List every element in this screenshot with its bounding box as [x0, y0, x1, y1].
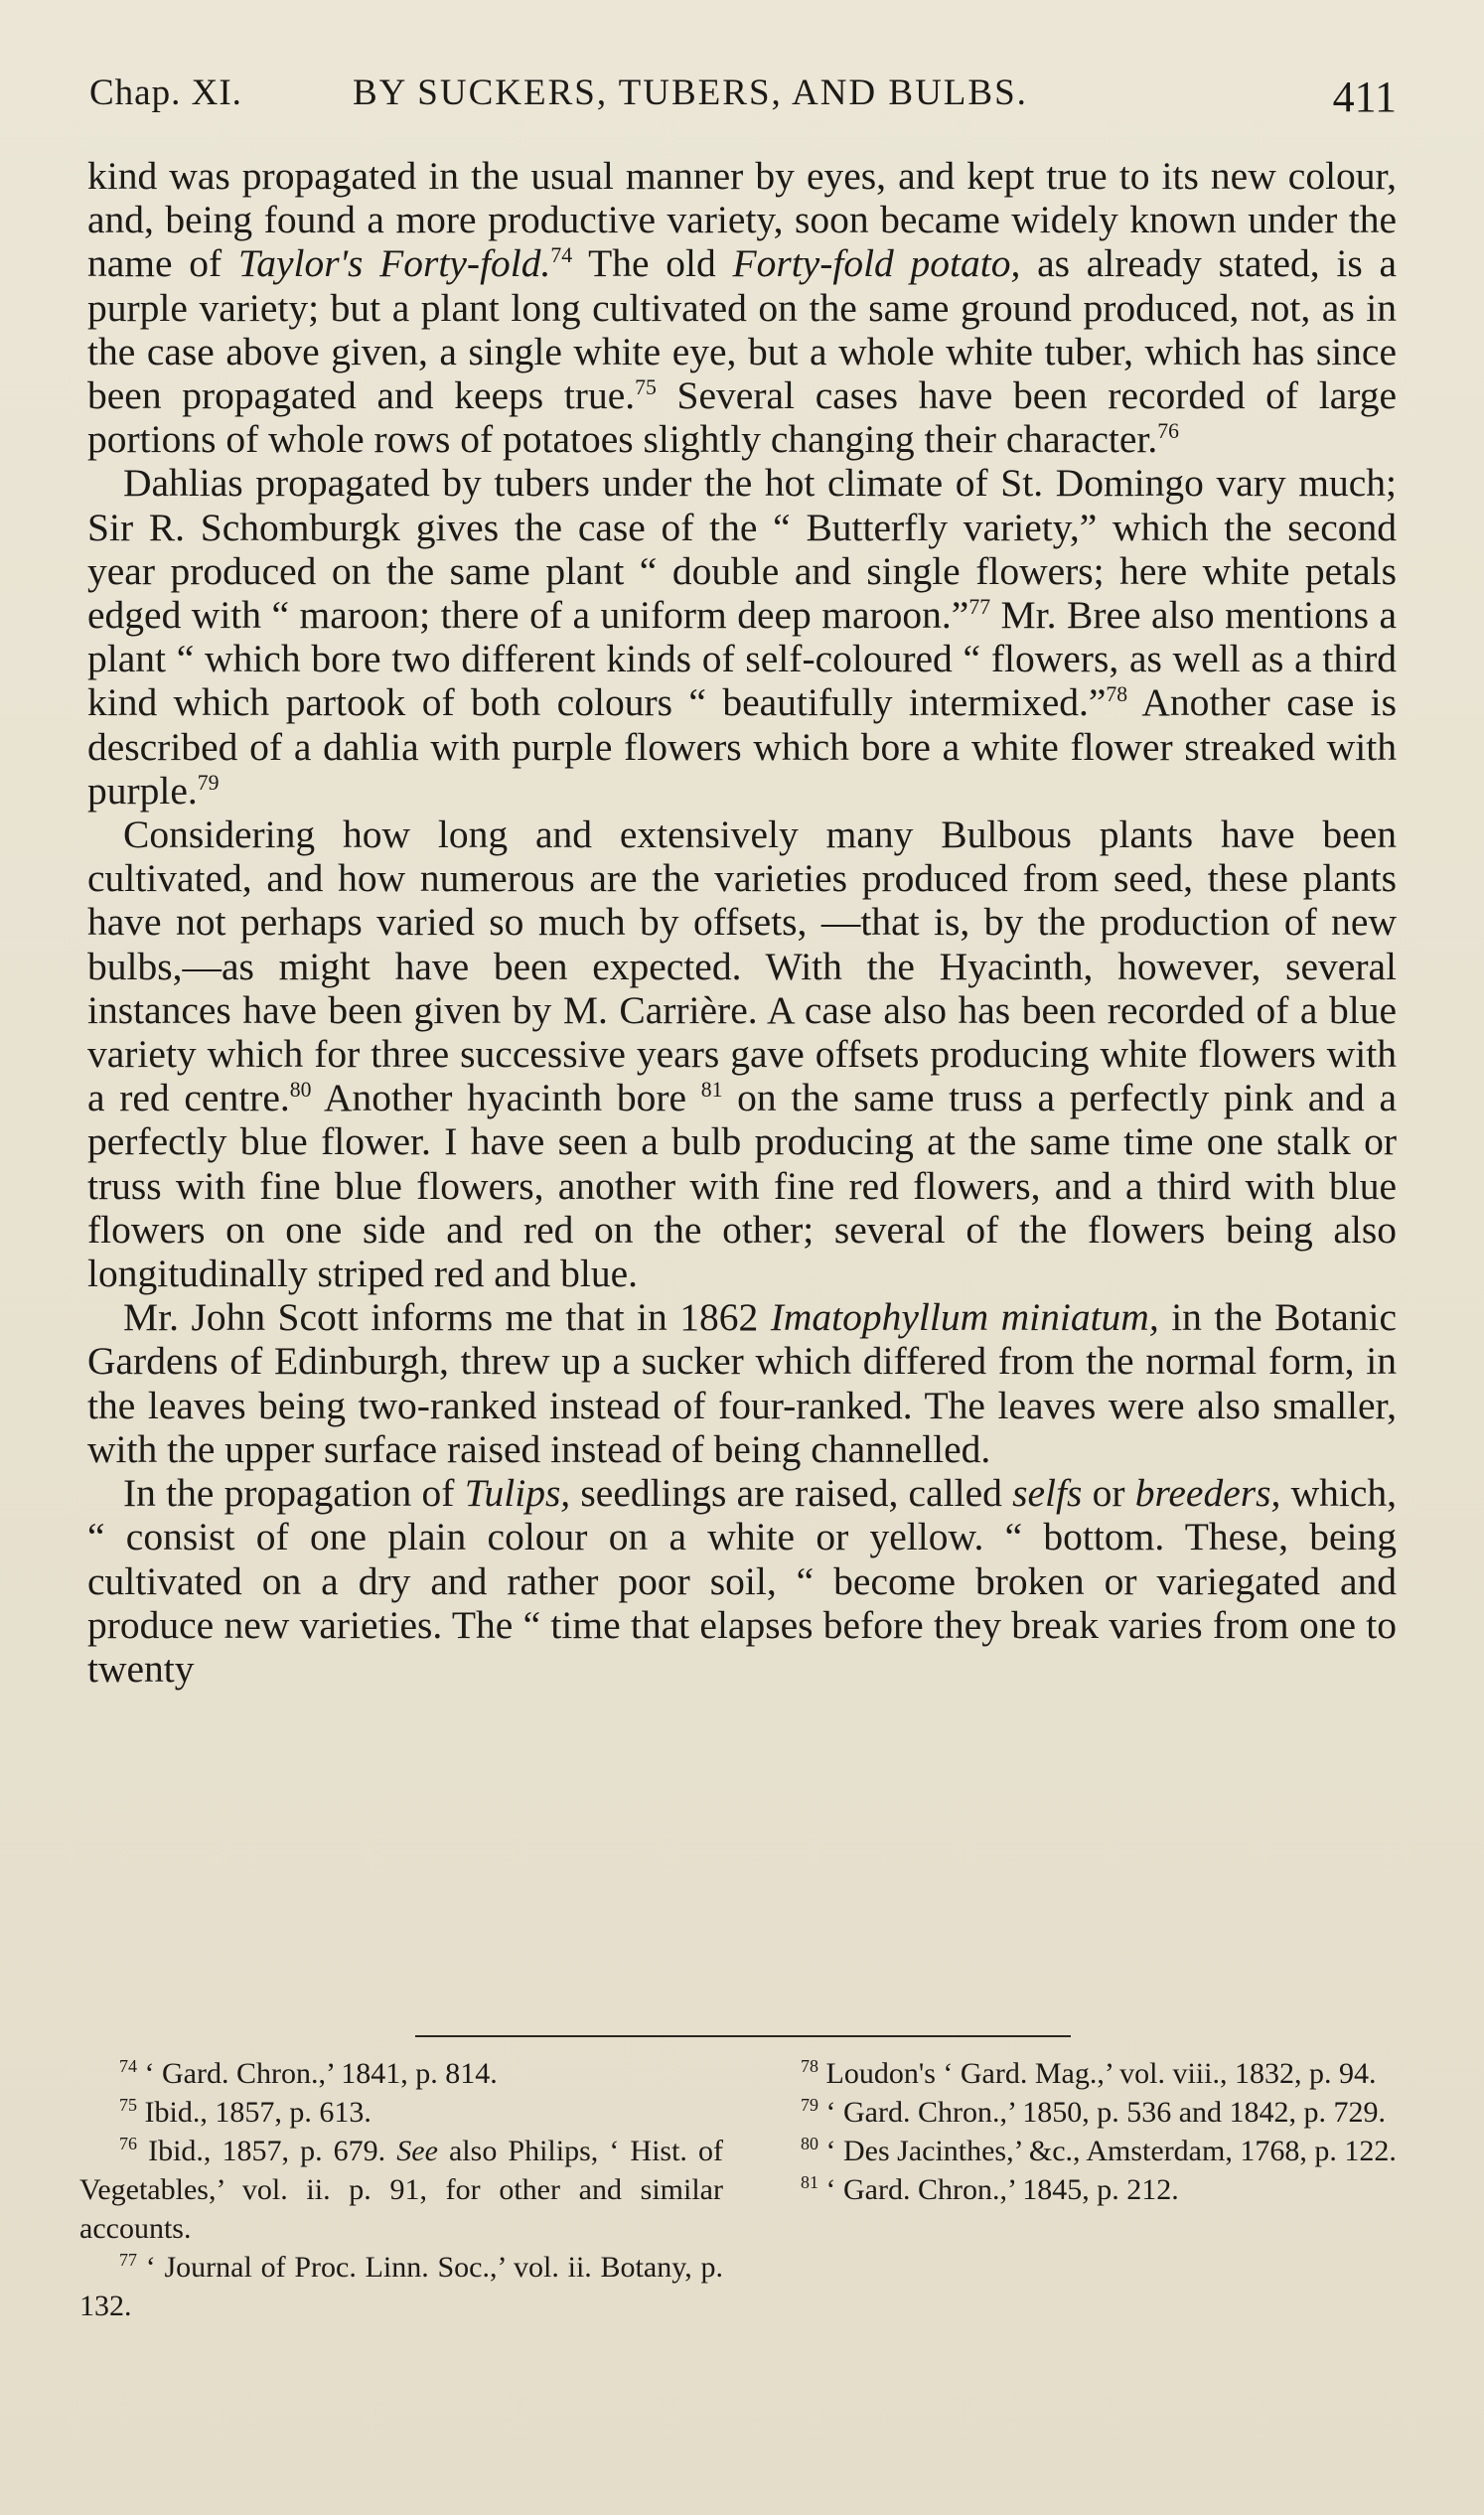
footnote-number: 75	[119, 2095, 137, 2115]
italic-text: Tulips,	[464, 1471, 571, 1516]
text-run: as already stated, is a purple variety; but a plant long cultivated on the same ground produced, not, as in the case above given, a single white eye, but a whole white tuber, which has since been propagated and keeps true.	[87, 241, 1397, 418]
footnote-ref: 81	[700, 1078, 723, 1103]
text-run: Several cases have been recorded of large portions of whole rows of potatoes slightly changing their character.	[87, 373, 1397, 462]
paragraph	[87, 461, 1397, 813]
footnote-ref: 78	[1106, 682, 1128, 707]
footnote	[761, 2093, 1405, 2132]
footnote-rule	[415, 2035, 1071, 2037]
italic-text: See	[396, 2135, 438, 2167]
chapter-label: Chap. XI.	[89, 73, 242, 113]
footnote	[79, 2054, 723, 2093]
text-run: Dahlias propagated by tubers under the hot climate of St. Domingo vary much; Sir R. Schomburgk gives the case of the “ Butterfly variety,” which the second year produced on the same plant “ double and single flowers; here white petals edged with “ maroon; there of a uniform deep maroon.”	[87, 461, 1397, 638]
text-run: ‘ Gard. Chron.,’ 1845, p. 212.	[825, 2173, 1179, 2206]
paragraph	[87, 1295, 1397, 1471]
text-run: The old	[572, 241, 733, 286]
footnote-number: 76	[119, 2134, 137, 2153]
text-run: ‘ Gard. Chron.,’ 1841, p. 814.	[144, 2057, 498, 2090]
text-run: Considering how long and extensively many Bulbous plants have been cultivated, and how numerous are the varieties produced from seed, these plants have not perhaps varied so much by offsets, —that is, by the production of new bulbs,—as might have been expected. With the Hyacinth, however, several instances have been given by M. Carrière. A case also has been recorded of a blue variety which for three successive years gave offsets producing white flowers with a red centre.	[87, 813, 1397, 1120]
footnote	[761, 2132, 1405, 2170]
footnote	[761, 2054, 1405, 2093]
footnote	[761, 2170, 1405, 2209]
footnote	[79, 2248, 723, 2325]
italic-text: breeders,	[1134, 1471, 1281, 1516]
text-run: kind was propagated in the usual manner by eyes, and kept true to its new colour, and, being found a more productive variety, soon became widely known under the name of	[87, 154, 1397, 286]
footnote-ref: 75	[635, 374, 657, 399]
text-run: on the same truss a perfectly pink and a perfectly blue flower. I have seen a bulb producing at the same time one stalk or truss with fine blue flowers, another with fine red flowers, and a third with blue flowers on one side and red on the other; several of the flowers being also longitudinally striped red and blue.	[87, 1076, 1397, 1296]
text-run: In the propagation of	[123, 1471, 465, 1516]
text-run: also Philips, ‘ Hist. of Vegetables,’ vol. ii. p. 91, for other and similar accounts.	[79, 2135, 724, 2245]
text-run: ‘ Journal of Proc. Linn. Soc.,’ vol. ii. Botany, p. 132.	[79, 2251, 723, 2322]
page-number: 411	[1332, 73, 1397, 121]
footnote-number: 80	[801, 2134, 818, 2153]
text-run: Mr. John Scott informs me that in 1862	[123, 1295, 771, 1340]
italic-text: Taylor's Forty-fold.	[237, 241, 551, 286]
footnote-ref: 80	[289, 1078, 312, 1103]
text-run: seedlings are raised, called	[570, 1471, 1013, 1516]
italic-text: selfs	[1012, 1471, 1083, 1516]
paragraph	[87, 154, 1397, 461]
text-run: in the Botanic Gardens of Edinburgh, threw up a sucker which differed from the normal form, in the leaves being two-ranked instead of four-ranked. The leaves were also smaller, with the upper surface raised instead of being channelled.	[87, 1295, 1397, 1471]
footnote-number: 79	[801, 2095, 818, 2115]
footnote-number: 78	[801, 2056, 818, 2076]
text-run: Ibid., 1857, p. 613.	[144, 2096, 371, 2129]
text-run: Loudon's ‘ Gard. Mag.,’ vol. viii., 1832, p. 94.	[825, 2057, 1377, 2090]
body-text	[87, 154, 1397, 1691]
italic-text: Forty-fold potato,	[732, 241, 1021, 286]
footnote	[79, 2093, 723, 2132]
paragraph	[87, 1471, 1397, 1691]
footnote	[79, 2132, 723, 2248]
footnote-ref: 79	[197, 770, 220, 795]
running-title: BY SUCKERS, TUBERS, AND BULBS.	[353, 73, 1028, 113]
footnote-number: 74	[119, 2056, 137, 2076]
text-run: ‘ Gard. Chron.,’ 1850, p. 536 and 1842, p. 729.	[825, 2096, 1387, 2129]
paragraph	[87, 813, 1397, 1295]
text-run: Another hyacinth bore	[311, 1076, 701, 1120]
text-run: or	[1082, 1471, 1135, 1516]
text-run: which, “ consist of one plain colour on a white or yellow. “ bottom. These, being cultivated on a dry and rather poor soil, “ become broken or variegated and produce new varieties. The “ time that elapses before they break varies from one to twenty	[87, 1471, 1397, 1691]
text-run: Mr. Bree also mentions a plant “ which bore two different kinds of self-coloured “ flowers, as well as a third kind which partook of both colours “ beautifully intermixed.”	[87, 593, 1397, 725]
text-run: ‘ Des Jacinthes,’ &c., Amsterdam, 1768, p. 122.	[825, 2135, 1397, 2167]
footnotes-left-column	[79, 2054, 723, 2325]
text-run: Another case is described of a dahlia with purple flowers which bore a white flower streaked with purple.	[87, 680, 1397, 813]
footnotes-right-column	[761, 2054, 1405, 2209]
italic-text: Imatophyllum miniatum,	[770, 1295, 1159, 1340]
footnote-number: 77	[119, 2250, 137, 2270]
footnote-ref: 77	[968, 594, 991, 619]
footnote-number: 81	[801, 2172, 818, 2192]
footnote-ref: 74	[550, 243, 573, 268]
text-run: Ibid., 1857, p. 679.	[148, 2135, 397, 2167]
running-header	[89, 72, 1397, 131]
footnote-ref: 76	[1157, 419, 1179, 444]
